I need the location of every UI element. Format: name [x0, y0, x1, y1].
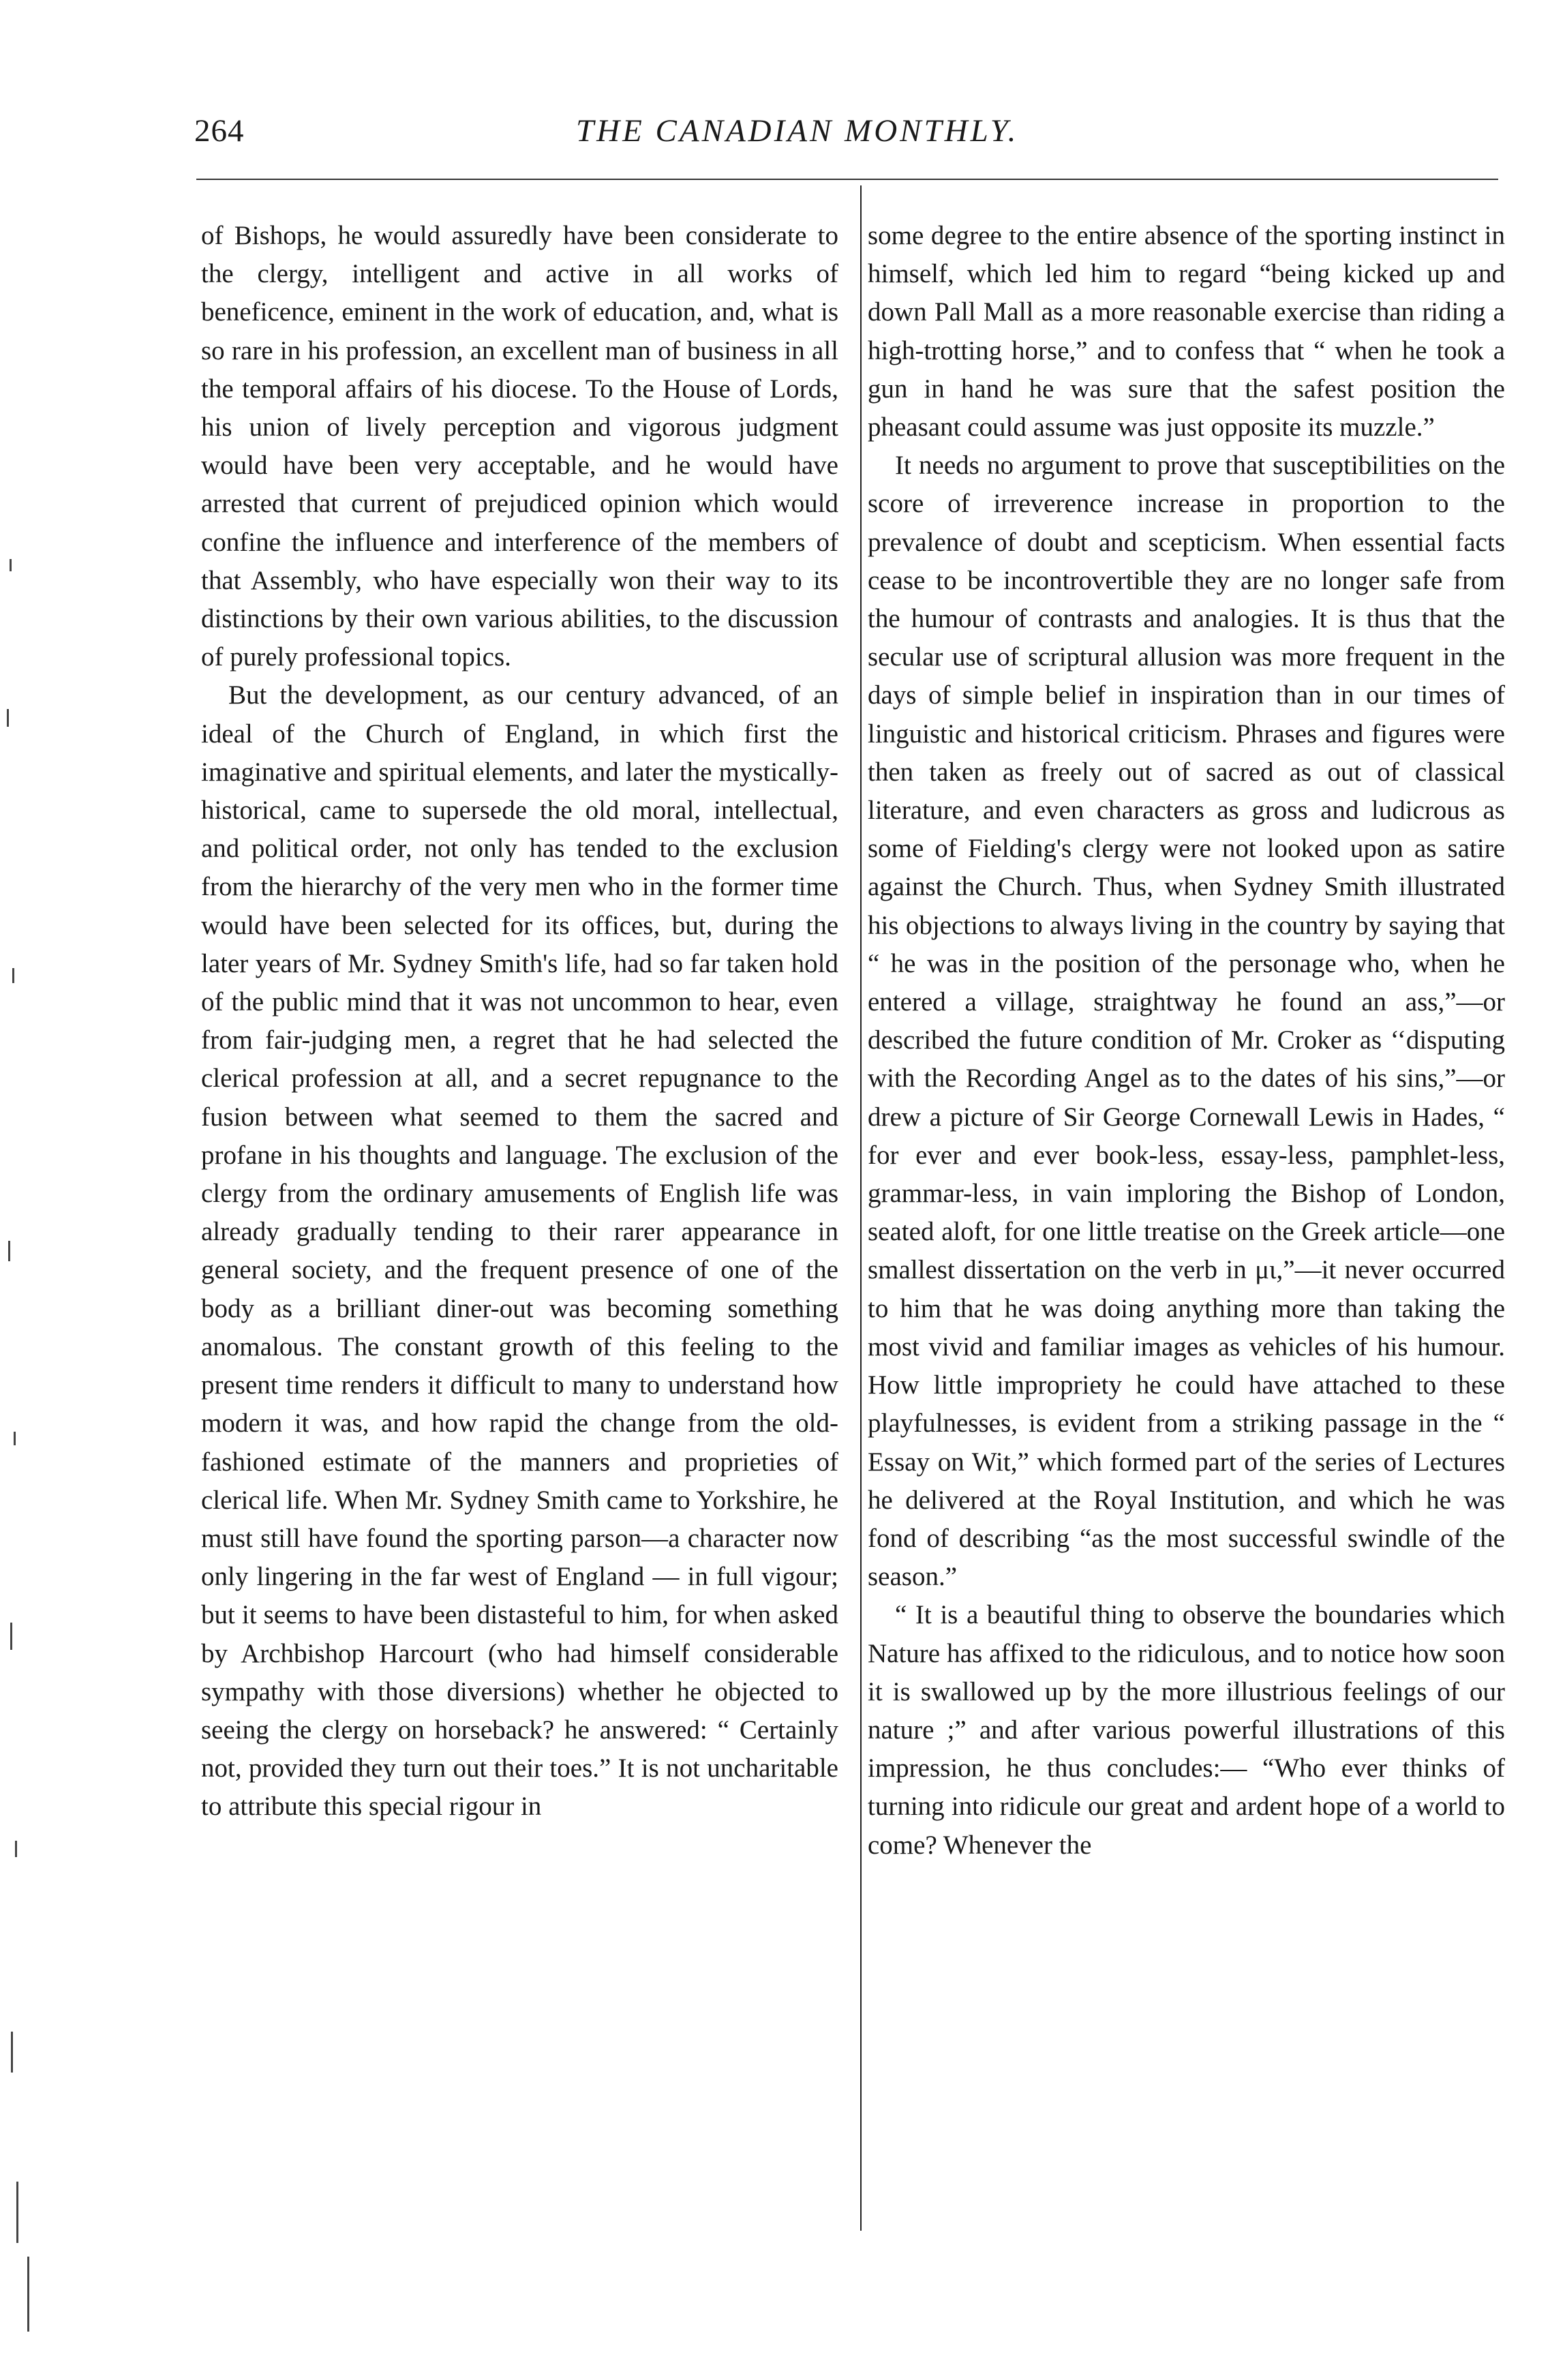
column-divider [860, 185, 862, 2231]
scan-speck [14, 1432, 16, 1445]
scan-speck [8, 1241, 10, 1261]
paragraph: “ It is a beautiful thing to observe the boundaries which Nature has affixed to the ridiculous, and to notice how soon it is swallowed up by the more illustrious feelings of our nature ;” and after various powerful illustrations of this impression, he thus concludes:— “Who ever thinks of turning into ridicule our great and ardent hope of a world to come? Whenever the [868, 1600, 1505, 1860]
paragraph: of Bishops, he would assuredly have been considerate to the clergy, intelligent and active in all works of beneficence, eminent in the work of education, and, what is so rare in his profession, an excellent man of business in all the temporal affairs of his diocese. To the House of Lords, his union of lively perception and vigorous judgment would have been very acceptable, and he would have arrested that current of prejudiced opinion which would confine the influence and interference of the members of that Assembly, who have especially won their way to its distinctions by their own various abilities, to the discussion of purely professional topics. [201, 221, 838, 672]
paragraph: But the development, as our century advanced, of an ideal of the Church of England, in which first the imaginative and spiritual elements, and later the mystically-historical, came to supersede the old moral, intellectual, and political order, not only has tended to the exclusion from the hierarchy of the very men who in the former time would have been selected for its offices, but, during the later years of Mr. Sydney Smith's life, had so far taken hold of the public mind that it was not uncommon to hear, even from fair-judging men, a regret that he had selected the clerical profession at all, and a secret repugnance to the fusion between what seemed to them the sacred and profane in his thoughts and language. The exclusion of the clergy from the ordinary amusements of English life was already gradually tending to their rarer appearance in general society, and the frequent presence of one of the body as a brilliant diner-out was becoming something anomalous. The constant growth of this feeling to the present time renders it difficult to many to understand how modern it was, and how rapid the change from the old-fashioned estimate of the manners and proprieties of clerical life. When Mr. Sydney Smith came to Yorkshire, he must still have found the sporting parson—a character now only lingering in the far west of England — in full vigour; but it seems to have been distasteful to him, for when asked by Archbishop Harcourt (who had himself considerable sympathy with those diversions) whether he objected to seeing the clergy on horseback? he answered: “ Certainly not, provided they turn out their toes.” It is not uncharitable to attribute this special rigour in [201, 680, 838, 1822]
scan-margin-specks [0, 0, 48, 2380]
left-column [201, 217, 838, 1826]
scan-speck [11, 2032, 13, 2073]
scan-speck [10, 559, 12, 571]
scan-speck [7, 709, 9, 727]
page-number: 264 [194, 113, 245, 149]
scan-speck [10, 1623, 12, 1650]
page-header [194, 110, 1506, 158]
paragraph: It needs no argument to prove that susceptibilities on the score of irreverence increase in proportion to the prevalence of doubt and scepticism. When essential facts cease to be incontrovertible they are no longer safe from the humour of contrasts and analogies. It is thus that the secular use of scriptural allusion was more frequent in the days of simple belief in inspiration than in our times of linguistic and historical criticism. Phrases and figures were then taken as freely out of sacred as out of classical literature, and even characters as gross and ludicrous as some of Fielding's clergy were not looked upon as satire against the Church. Thus, when Sydney Smith illustrated his objections to always living in the country by saying that “ he was in the position of the personage who, when he entered a village, straightway he found an ass,”—or described the future condition of Mr. Croker as ‘‘disputing with the Recording Angel as to the dates of his sins,”—or drew a picture of Sir George Cornewall Lewis in Hades, “ for ever and ever book-less, essay-less, pamphlet-less, grammar-less, in vain imploring the Bishop of London, seated aloft, for one little treatise on the Greek article—one smallest dissertation on the verb in μι,”—it never occurred to him that he was doing anything more than taking the most vivid and familiar images as vehicles of his humour. How little impropriety he could have attached to these playfulnesses, is evident from a striking passage in the “ Essay on Wit,” which formed part of the series of Lectures he delivered at the Royal Institution, and which he was fond of describing “as the most successful swindle of the season.” [868, 451, 1505, 1592]
scan-speck [15, 1841, 17, 1857]
right-column [868, 217, 1505, 1865]
header-rule [196, 179, 1498, 180]
paragraph: some degree to the entire absence of the sporting instinct in himself, which led him to regard “being kicked up and down Pall Mall as a more reasonable exercise than riding a high-trotting horse,” and to confess that “ when he took a gun in hand he was sure that the safest position the pheasant could assume was just opposite its muzzle.” [868, 221, 1505, 442]
scan-speck [12, 968, 14, 983]
scan-speck [16, 2182, 18, 2243]
running-title: THE CANADIAN MONTHLY. [576, 113, 1019, 149]
scan-speck [27, 2257, 29, 2332]
